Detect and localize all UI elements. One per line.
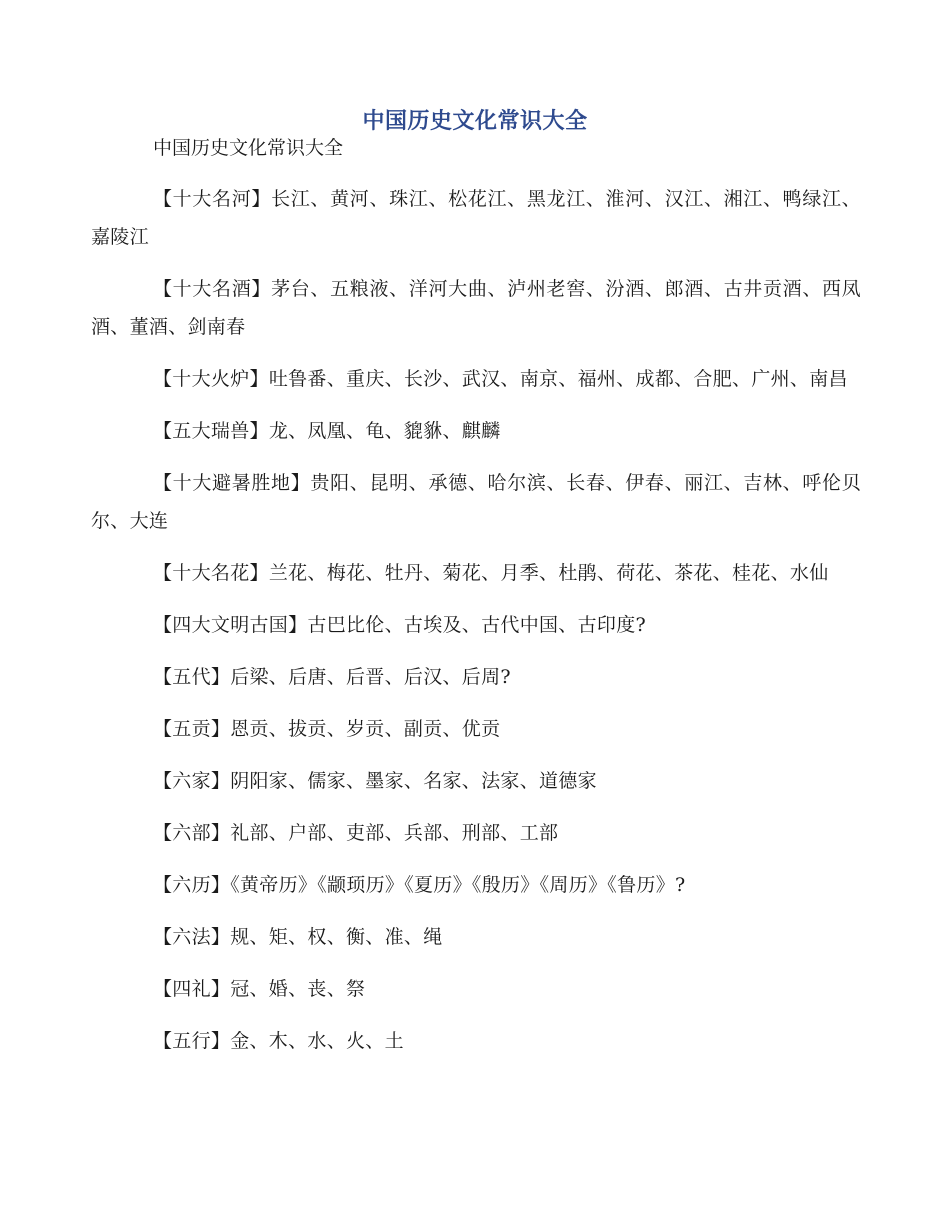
- entry-value: 茅台、五粮液、洋河大曲、泸州老窖、汾酒、郎酒、古井贡酒、西凤酒、董酒、剑南春: [91, 278, 861, 338]
- entry-key: 【十大名酒】: [153, 278, 272, 300]
- entry-five-auspicious-beasts: [91, 412, 861, 450]
- entry-five-tributes: [91, 710, 861, 748]
- entry-value: 兰花、梅花、牡丹、菊花、月季、杜鹃、荷花、茶花、桂花、水仙: [268, 562, 829, 584]
- entry-key: 【六历】: [153, 874, 231, 896]
- entry-key: 【六部】: [153, 822, 231, 844]
- entry-key: 【五行】: [153, 1030, 231, 1052]
- entry-value: 恩贡、拔贡、岁贡、副贡、优贡: [230, 718, 501, 740]
- entry-six-ministries: [91, 814, 861, 852]
- entry-four-ancient-civilizations: [91, 606, 861, 644]
- entry-ten-famous-liquors: [91, 270, 861, 346]
- entry-value: 贵阳、昆明、承德、哈尔滨、长春、伊春、丽江、吉林、呼伦贝尔、大连: [91, 472, 861, 532]
- entry-key: 【十大名河】: [153, 188, 272, 210]
- entry-key: 【十大避暑胜地】: [153, 472, 311, 494]
- entry-key: 【六家】: [153, 770, 231, 792]
- entry-value: 后梁、后唐、后晋、后汉、后周?: [230, 666, 511, 688]
- entry-six-laws: [91, 918, 861, 956]
- entry-key: 【五贡】: [153, 718, 231, 740]
- entry-key: 【十大名花】: [153, 562, 269, 584]
- entry-key: 【十大火炉】: [153, 368, 269, 390]
- entry-five-dynasties: [91, 658, 861, 696]
- entry-ten-famous-flowers: [91, 554, 861, 592]
- entry-value: 阴阳家、儒家、墨家、名家、法家、道德家: [230, 770, 597, 792]
- entry-key: 【五代】: [153, 666, 231, 688]
- document-title: 中国历史文化常识大全: [362, 108, 588, 134]
- entry-ten-furnace-cities: [91, 360, 861, 398]
- entry-value: 礼部、户部、吏部、兵部、刑部、工部: [230, 822, 559, 844]
- entry-key: 【四礼】: [153, 978, 231, 1000]
- entry-value: 吐鲁番、重庆、长沙、武汉、南京、福州、成都、合肥、广州、南昌: [268, 368, 848, 390]
- entry-list: [91, 180, 861, 1074]
- entry-key: 【四大文明古国】: [153, 614, 308, 636]
- entry-five-elements: [91, 1022, 861, 1060]
- entry-value: 金、木、水、火、土: [230, 1030, 404, 1052]
- entry-key: 【六法】: [153, 926, 231, 948]
- entry-ten-summer-resorts: [91, 464, 861, 540]
- entry-six-calendars: [91, 866, 861, 904]
- entry-value: 龙、凤凰、龟、貔貅、麒麟: [268, 420, 501, 442]
- entry-value: 古巴比伦、古埃及、古代中国、古印度?: [307, 614, 646, 636]
- entry-ten-famous-rivers: [91, 180, 861, 256]
- entry-value: 长江、黄河、珠江、松花江、黑龙江、淮河、汉江、湘江、鸭绿江、嘉陵江: [91, 188, 861, 248]
- entry-six-schools: [91, 762, 861, 800]
- entry-value: 冠、婚、丧、祭: [230, 978, 366, 1000]
- document-subtitle: 中国历史文化常识大全: [153, 137, 344, 159]
- entry-four-rites: [91, 970, 861, 1008]
- entry-key: 【五大瑞兽】: [153, 420, 269, 442]
- entry-value: 规、矩、权、衡、准、绳: [230, 926, 443, 948]
- entry-value: 《黄帝历》《颛顼历》《夏历》《殷历》《周历》《鲁历》?: [230, 874, 686, 896]
